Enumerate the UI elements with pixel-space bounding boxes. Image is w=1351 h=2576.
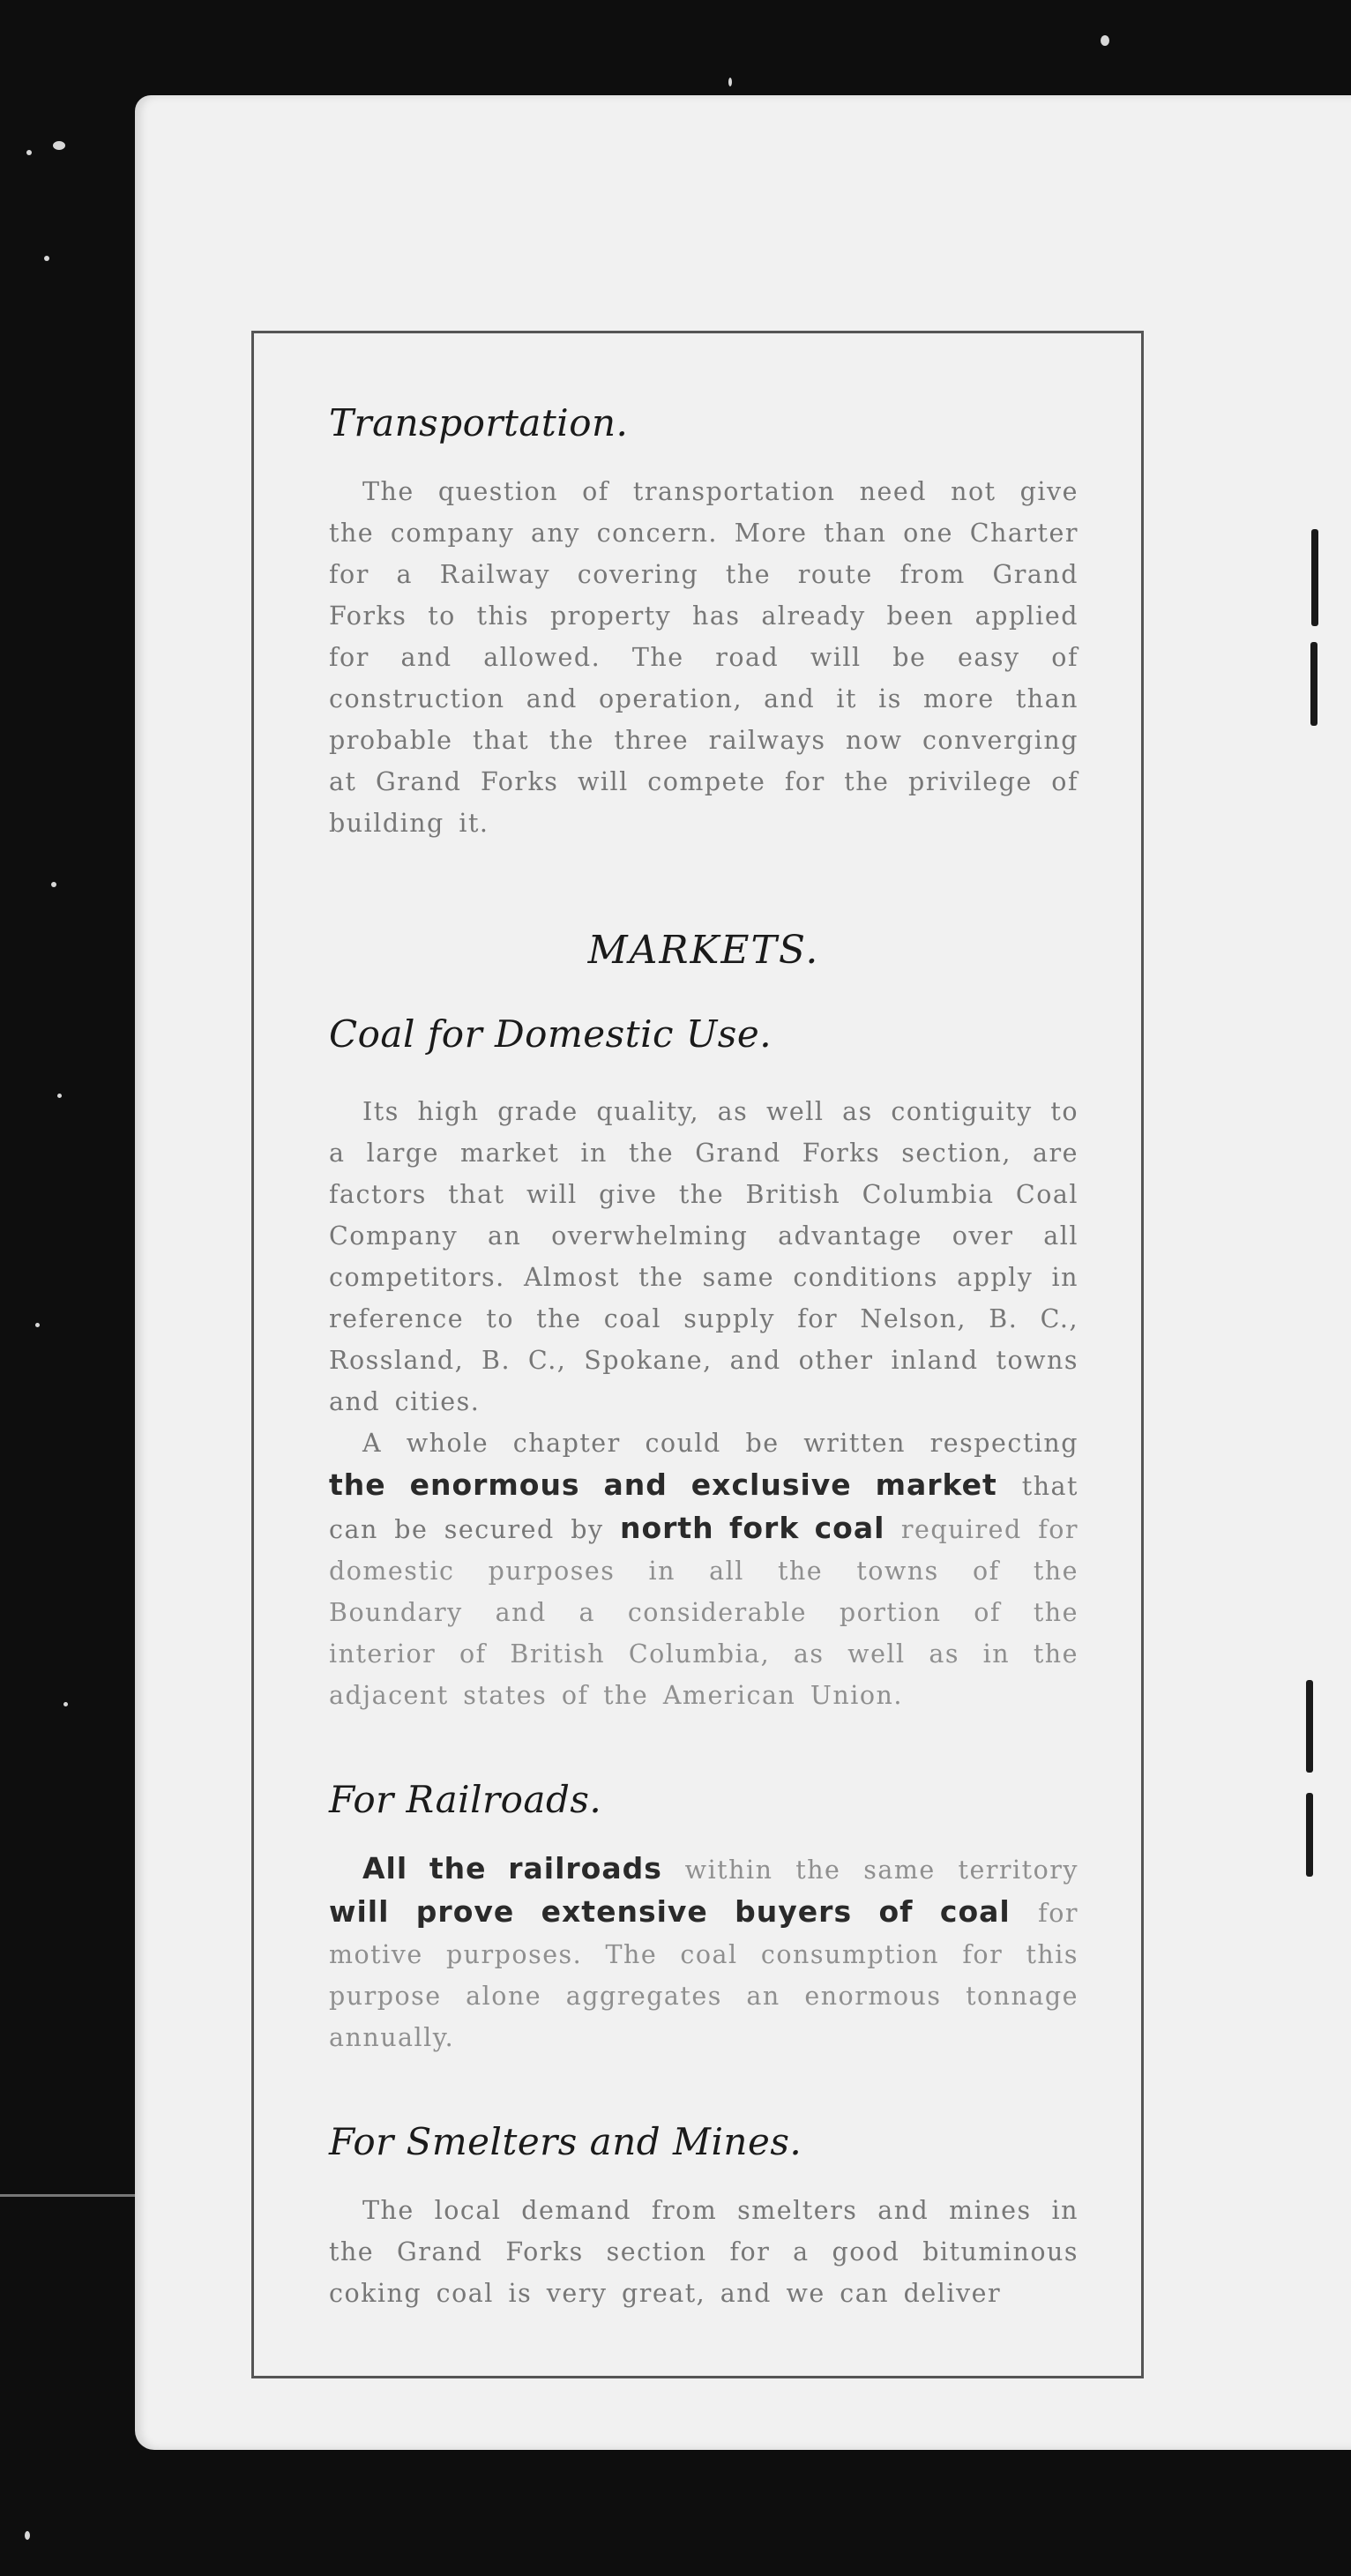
domestic-p2-start: A whole chapter could be written respecting (362, 1429, 1079, 1458)
scan-speck (728, 78, 732, 86)
scan-speck (57, 1094, 62, 1098)
scan-speck (53, 141, 65, 150)
document-content (329, 401, 1079, 2314)
margin-mark (1306, 1793, 1313, 1877)
scan-speck (63, 1702, 68, 1706)
margin-mark (1306, 1680, 1313, 1773)
scan-speck (35, 1323, 40, 1327)
railroads-mid: within the same territory (684, 1855, 1079, 1885)
scan-speck (44, 256, 49, 261)
scan-speck (25, 2531, 30, 2540)
smelters-heading: For Smelters and Mines. (329, 2120, 802, 2163)
domestic-p2-end: required for domestic purposes in all the towns of the Boundary and a considerable portion of the interior of British Columbia, as well as in the adjacent states of the American Union. (329, 1515, 1079, 1710)
scan-line (0, 2194, 135, 2197)
smelters-paragraph: The local demand from smelters and mines in the Grand Forks section for a good bituminous coking coal is very great, and we can deliver (329, 2196, 1079, 2308)
railroads-paragraph (329, 1848, 1079, 2058)
railroads-bold-buyers: will prove extensive buyers of coal (329, 1894, 1011, 1929)
scan-speck (1101, 35, 1109, 46)
margin-mark (1311, 529, 1318, 626)
railroads-end: for motive purposes. The coal consumption for this purpose alone aggregates an enormous tonnage annually. (329, 1899, 1079, 2052)
margin-mark (1310, 642, 1317, 726)
scan-speck (51, 882, 56, 887)
markets-heading: MARKETS. (587, 928, 820, 973)
domestic-p2-bold-market: the enormous and exclusive market (329, 1467, 997, 1502)
transportation-heading: Transportation. (329, 401, 629, 444)
domestic-heading: Coal for Domestic Use. (329, 1012, 773, 1056)
railroads-bold-all: All the railroads (362, 1851, 662, 1885)
railroads-heading: For Railroads. (329, 1778, 602, 1821)
domestic-p2-mid: that can be secured by (329, 1472, 1079, 1544)
scan-speck (26, 150, 32, 155)
domestic-paragraph-2 (329, 1422, 1079, 1716)
transportation-paragraph: The question of transportation need not give the company any concern. More than one Charter for a Railway covering the route from Grand Forks to this property has already been applied for and allowed. The road will be easy of construction and operation, and it is more than probable that the three railways now converging at Grand Forks will compete for the privilege of building it. (329, 477, 1079, 838)
domestic-p2-bold-coal: north fork coal (619, 1511, 885, 1545)
domestic-paragraph-1: Its high grade quality, as well as contiguity to a large market in the Grand Forks section, are factors that will give the British Columbia Coal Company an overwhelming advantage over all competitors. Almost the same conditions apply in reference to the coal supply for Nelson, B. C., Rossland, B. C., Spokane, and other inland towns and cities. (329, 1097, 1079, 1416)
